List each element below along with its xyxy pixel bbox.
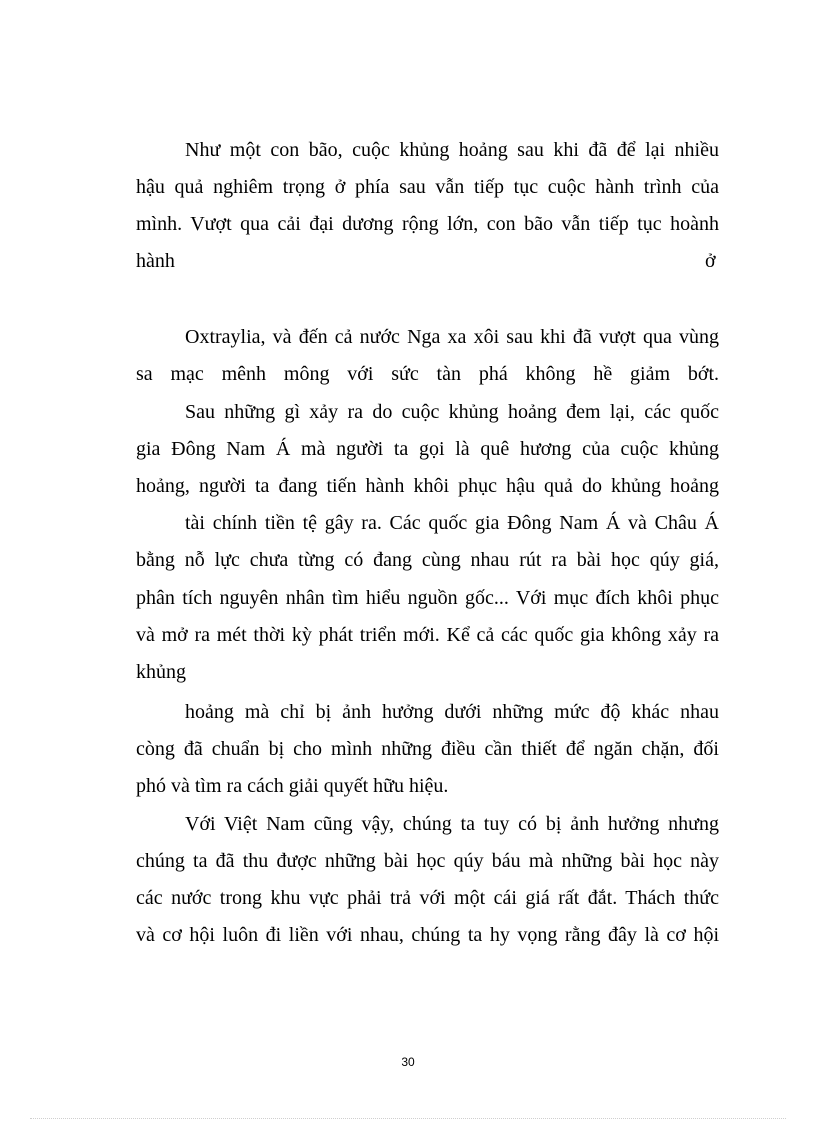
text-line: sa mạc mênh mông với sức tàn phá không hề giảm bớt. [136, 363, 719, 385]
page-number: 30 [401, 1055, 415, 1069]
text-line: phân tích nguyên nhân tìm hiểu nguồn gốc... Với mục đích khôi phục [136, 587, 719, 609]
text-line: Với Việt Nam cũng vậy, chúng ta tuy có bị ảnh hưởng nhưng [185, 813, 719, 835]
text-line: hoảng mà chỉ bị ảnh hưởng dưới những mức độ khác nhau [185, 701, 719, 723]
text-line: phó và tìm ra cách giải quyết hữu hiệu. [136, 775, 449, 797]
text-line: và mở ra mét thời kỳ phát triển mới. Kể cả các quốc gia không xảy ra [136, 624, 719, 646]
text-line: ở [705, 250, 716, 272]
text-line: Oxtraylia, và đến cả nước Nga xa xôi sau khi đã vượt qua vùng [185, 326, 719, 348]
text-line: Sau những gì xảy ra do cuộc khủng hoảng đem lại, các quốc [185, 401, 719, 423]
text-line: hoảng, người ta đang tiến hành khôi phục hậu quả do khủng hoảng [136, 475, 719, 497]
text-line: gia Đông Nam Á mà người ta gọi là quê hương của cuộc khủng [136, 438, 719, 460]
text-line: các nước trong khu vực phải trả với một cái giá rất đắt. Thách thức [136, 887, 719, 909]
page-bottom-divider [30, 1118, 786, 1119]
text-line: tài chính tiền tệ gây ra. Các quốc gia Đông Nam Á và Châu Á [185, 512, 719, 534]
text-line: và cơ hội luôn đi liền với nhau, chúng ta hy vọng rằng đây là cơ hội [136, 924, 719, 946]
text-line: khủng [136, 661, 186, 683]
text-line: mình. Vượt qua cải đại dương rộng lớn, con bão vẫn tiếp tục hoành [136, 213, 719, 235]
text-line: bằng nỗ lực chưa từng có đang cùng nhau rút ra bài học qúy giá, [136, 549, 719, 571]
text-line: hành [136, 250, 175, 272]
text-line: Như một con bão, cuộc khủng hoảng sau khi đã để lại nhiều [185, 139, 719, 161]
text-line: chúng ta đã thu được những bài học qúy báu mà những bài học này [136, 850, 719, 872]
text-line: hậu quả nghiêm trọng ở phía sau vẫn tiếp tục cuộc hành trình của [136, 176, 719, 198]
text-line: còng đã chuẩn bị cho mình những điều cần thiết để ngăn chặn, đối [136, 738, 719, 760]
